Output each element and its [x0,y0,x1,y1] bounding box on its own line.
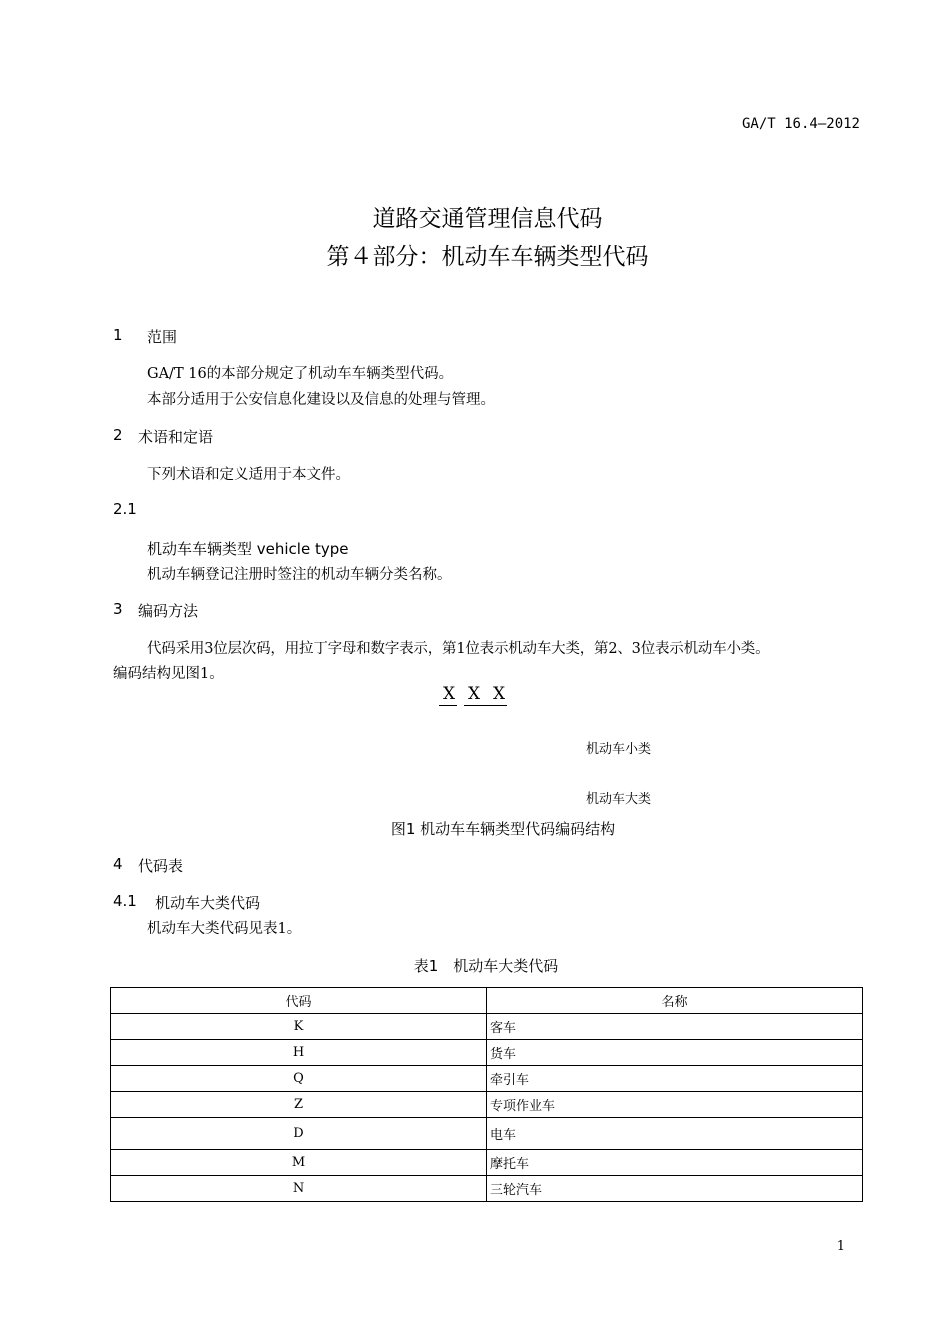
section-3-heading: 编码方法 [138,602,199,620]
term-entry: 机动车车辆类型 vehicle type [147,540,349,558]
code-digit-3: X [493,684,506,704]
section-4-number: 4 [113,855,123,873]
figure-caption: 图1 机动车车辆类型代码编码结构 [390,820,616,838]
table-cell-name: 三轮汽车 [487,1176,863,1202]
section-1-number: 1 [113,326,123,344]
section-2-1-number: 2.1 [113,500,137,518]
table-cell-code: D [111,1118,487,1150]
table-cell-code: K [111,1014,487,1040]
table-cell-name: 牵引车 [487,1066,863,1092]
table-row [111,1014,863,1040]
figure-label-large-class: 机动车大类 [586,792,652,807]
table-cell-name: 客车 [487,1014,863,1040]
section-4-1-paragraph: 机动车大类代码见表1。 [147,921,302,937]
section-3-paragraph-line1: 代码采用3位层次码，用拉丁字母和数字表示，第1位表示机动车大类，第2、3位表示机动车小类。 [147,641,770,657]
table-row [111,1092,863,1118]
section-2-heading: 术语和定语 [138,428,214,446]
page-number: 1 [836,1239,845,1254]
underline-small-class [464,705,507,706]
section-3-number: 3 [113,600,123,618]
section-1-heading: 范围 [147,328,178,346]
table-cell-code: Z [111,1092,487,1118]
table-row [111,1040,863,1066]
section-1-paragraph-2: 本部分适用于公安信息化建设以及信息的处理与管理。 [147,392,495,408]
table-header-code: 代码 [111,988,487,1014]
document-title-line2: 第４部分：机动车车辆类型代码 [326,244,649,270]
standard-code: GA/T 16.4—2012 [741,116,860,132]
term-definition: 机动车辆登记注册时签注的机动车辆分类名称。 [147,567,452,583]
section-3-paragraph-line2: 编码结构见图1。 [113,666,224,682]
code-digit-1: X [443,684,456,704]
table-cell-name: 货车 [487,1040,863,1066]
table-cell-name: 电车 [487,1118,863,1150]
section-4-1-number: 4.1 [113,892,137,910]
section-2-paragraph: 下列术语和定义适用于本文件。 [147,467,350,483]
figure-label-small-class: 机动车小类 [586,742,652,757]
table-row [111,1150,863,1176]
document-title-line1: 道路交通管理信息代码 [372,206,603,232]
table-caption: 表1 机动车大类代码 [413,957,559,975]
table-row [111,1176,863,1202]
table-cell-code: H [111,1040,487,1066]
code-digit-2: X [468,684,481,704]
table-row [111,1118,863,1150]
table-cell-name: 摩托车 [487,1150,863,1176]
table-cell-name: 专项作业车 [487,1092,863,1118]
table-cell-code: Q [111,1066,487,1092]
section-1-paragraph-1: GA/T 16的本部分规定了机动车车辆类型代码。 [147,366,454,382]
section-2-number: 2 [113,426,123,444]
table-header-row [111,988,863,1014]
table-row [111,1066,863,1092]
section-4-heading: 代码表 [138,857,184,875]
table-cell-code: N [111,1176,487,1202]
table-header-name: 名称 [487,988,863,1014]
section-4-1-heading: 机动车大类代码 [155,894,261,912]
table-cell-code: M [111,1150,487,1176]
vehicle-class-code-table [110,987,863,1202]
underline-large-class [439,705,457,706]
